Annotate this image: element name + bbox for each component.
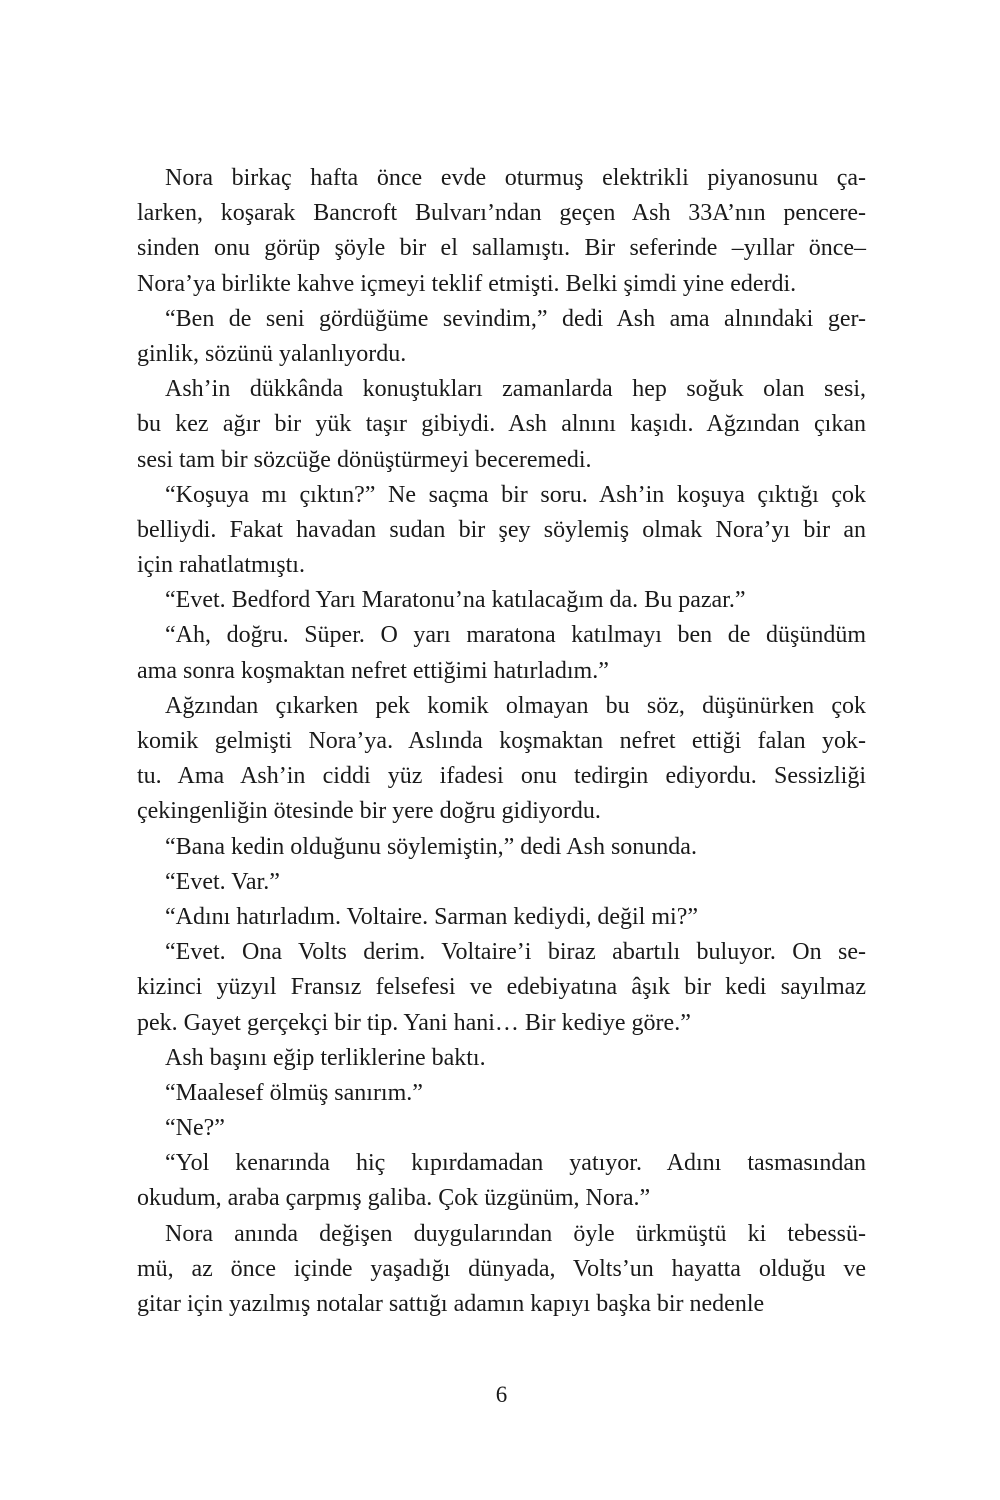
- text-line: bu kez ağır bir yük taşır gibiydi. Ash alnını kaşıdı. Ağzından çıkan: [137, 411, 866, 438]
- page-number: 6: [495, 1382, 508, 1407]
- text-line: kizinci yüzyıl Fransız felsefesi ve edebiyatına âşık bir kedi sayılmaz: [137, 974, 866, 1001]
- text-line: “Ben de seni gördüğüme sevindim,” dedi Ash ama alnındaki ger-: [165, 305, 866, 332]
- text-line: okudum, araba çarpmış galiba. Çok üzgünüm, Nora.”: [137, 1185, 651, 1212]
- paragraph: [137, 689, 866, 830]
- text-line: “Koşuya mı çıktın?” Ne saçma bir soru. Ash’in koşuya çıktığı çok: [165, 481, 866, 508]
- text-line: gitar için yazılmış notalar sattığı adamın kapıyı başka bir nedenle: [137, 1291, 765, 1317]
- text-line: “Ne?”: [165, 1115, 225, 1142]
- text-line: ama sonra koşmaktan nefret ettiğimi hatırladım.”: [137, 657, 609, 684]
- paragraph: [137, 935, 866, 1041]
- text-line: “Bana kedin olduğunu söylemiştin,” dedi Ash sonunda.: [165, 833, 697, 860]
- paragraph: [137, 372, 866, 478]
- paragraph: [137, 583, 866, 618]
- text-line: için rahatlatmıştı.: [137, 552, 305, 579]
- paragraph: [137, 478, 866, 584]
- paragraph: [137, 1146, 866, 1216]
- paragraph: [137, 1111, 866, 1146]
- paragraph: [137, 865, 866, 900]
- text-line: çekingenliğin ötesinde bir yere doğru gidiyordu.: [137, 798, 601, 825]
- text-line: mü, az önce içinde yaşadığı dünyada, Volts’un hayatta olduğu ve: [137, 1255, 866, 1282]
- paragraph: [137, 1041, 866, 1076]
- text-line: “Evet. Bedford Yarı Maratonu’na katılacağım da. Bu pazar.”: [165, 587, 746, 614]
- text-line: Ash’in dükkânda konuştukları zamanlarda hep soğuk olan sesi,: [165, 376, 866, 403]
- text-line: sinden onu görüp şöyle bir el sallamıştı. Bir seferinde –yıllar önce–: [137, 235, 866, 262]
- paragraph: [137, 302, 866, 372]
- text-line: Ash başını eğip terliklerine baktı.: [165, 1044, 486, 1071]
- text-line: “Yol kenarında hiç kıpırdamadan yatıyor. Adını tasmasından: [165, 1150, 866, 1177]
- text-line: tu. Ama Ash’in ciddi yüz ifadesi onu tedirgin ediyordu. Sessizliği: [137, 763, 866, 790]
- text-block: [137, 161, 866, 1322]
- text-line: ginlik, sözünü yalanlıyordu.: [137, 340, 407, 367]
- text-line: pek. Gayet gerçekçi bir tip. Yani hani… Bir kediye göre.”: [137, 1009, 691, 1036]
- paragraph: [137, 161, 866, 302]
- text-line: Nora anında değişen duygularından öyle ürkmüştü ki tebessü-: [165, 1220, 866, 1247]
- text-line: belliydi. Fakat havadan sudan bir şey söylemiş olmak Nora’yı bir an: [137, 516, 866, 543]
- text-line: “Maalesef ölmüş sanırım.”: [165, 1079, 423, 1106]
- text-line: Nora’ya birlikte kahve içmeyi teklif etmişti. Belki şimdi yine ederdi.: [137, 270, 797, 297]
- text-line: komik gelmişti Nora’ya. Aslında koşmaktan nefret ettiği falan yok-: [137, 728, 866, 754]
- text-line: “Ah, doğru. Süper. O yarı maratona katılmayı ben de düşündüm: [165, 622, 866, 649]
- paragraph: [137, 618, 866, 688]
- paragraph: [137, 1076, 866, 1111]
- paragraph: [137, 1217, 866, 1323]
- text-line: larken, koşarak Bancroft Bulvarı’ndan geçen Ash 33A’nın pencere-: [137, 200, 866, 227]
- text-line: “Evet. Var.”: [165, 868, 280, 895]
- paragraph: [137, 830, 866, 865]
- paragraph: [137, 900, 866, 935]
- text-line: “Adını hatırladım. Voltaire. Sarman kediydi, değil mi?”: [165, 903, 698, 930]
- text-line: sesi tam bir sözcüğe dönüştürmeyi beceremedi.: [137, 446, 592, 473]
- text-line: Ağzından çıkarken pek komik olmayan bu söz, düşünürken çok: [165, 692, 866, 719]
- text-line: “Evet. Ona Volts derim. Voltaire’i biraz abartılı buluyor. On se-: [165, 939, 866, 966]
- text-line: Nora birkaç hafta önce evde oturmuş elektrikli piyanosunu ça-: [165, 165, 866, 191]
